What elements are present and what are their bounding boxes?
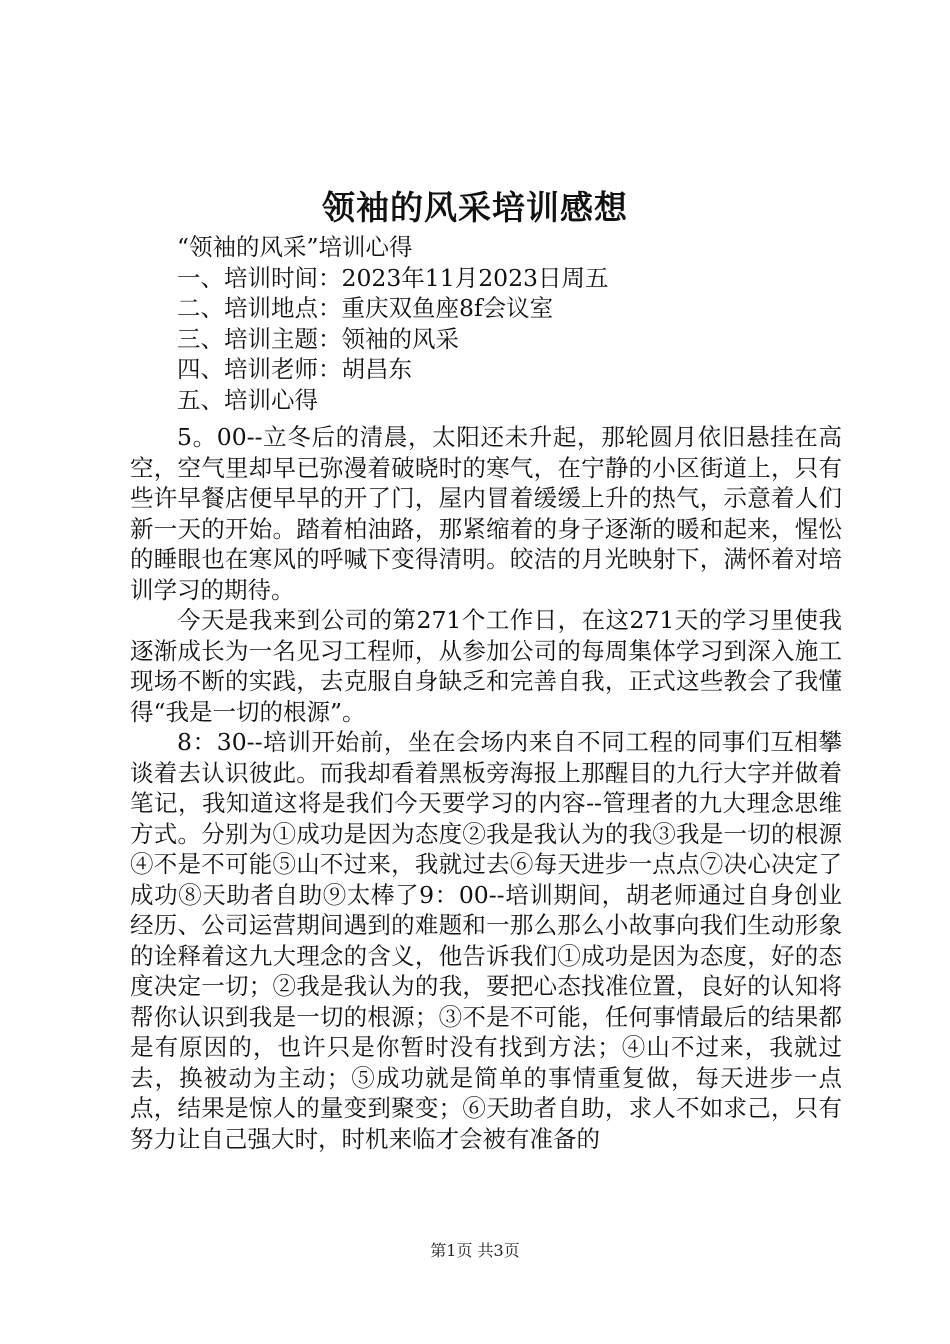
paragraph-workday: 今天是我来到公司的第271个工作日，在这271天的学习里使我逐渐成长为一名见习工程师，从参加公司的每周集体学习到深入施工现场不断的实践，去克服自身缺乏和完善自我，正式这些教会了我懂得“我是一切的根源”。 — [130, 606, 842, 726]
training-teacher-line: 四、培训老师：胡昌东 — [177, 355, 412, 383]
page-footer: 第1页 共3页 — [430, 1241, 520, 1260]
paragraph-morning: 5。00--立冬后的清晨，太阳还未升起，那轮圆月依旧悬挂在高空，空气里却早已弥漫着破晓时的寒气，在宁静的小区街道上，只有些许早餐店便早早的开了门，屋内冒着缓缓上升的热气，示意着人们新一天的开始。踏着柏油路，那紧缩着的身子逐渐的暖和起来，惺忪的睡眼也在寒风的呼喊下变得清明。皎洁的月光映射下，满怀着对培训学习的期待。 — [130, 423, 842, 604]
training-info — [177, 232, 877, 415]
subtitle-line: “领袖的风采”培训心得 — [177, 233, 413, 261]
training-reflection-heading: 五、培训心得 — [177, 385, 318, 414]
training-time-line: 一、培训时间：2023年11月2023日周五 — [177, 263, 609, 292]
page-title: 领袖的风采培训感想 — [322, 188, 628, 227]
training-topic-line: 三、培训主题：领袖的风采 — [177, 324, 459, 353]
paragraph-training: 8：30--培训开始前，坐在会场内来自不同工程的同事们互相攀谈着去认识彼此。而我却看着黑板旁海报上那醒目的九行大字并做着笔记，我知道这将是我们今天要学习的内容--管理者的九大理念思维方式。分别为①成功是因为态度②我是我认为的我③我是一切的根源④不是不可能⑤山不过来，我就过去⑥每天进步一点点⑦决心决定了成功⑧天助者自助⑨太棒了9：00--培训期间，胡老师通过自身创业经历、公司运营期间遇到的难题和一那么那么小故事向我们生动形象的诠释着这九大理念的含义，他告诉我们①成功是因为态度，好的态度决定一切；②我是我认为的我，要把心态找准位置，良好的认知将帮你认识到我是一切的根源；③不是不可能，任何事情最后的结果都是有原因的，也许只是你暂时没有找到方法；④山不过来，我就过去，换被动为主动；⑤成功就是简单的事情重复做，每天进步一点点，结果是惊人的量变到聚变；⑥天助者自助，求人不如求己，只有努力让自己强大时，时机来临才会被有准备的 — [130, 728, 842, 1153]
body-text — [130, 422, 842, 1154]
training-location-line: 二、培训地点：重庆双鱼座8f会议室 — [177, 294, 554, 322]
